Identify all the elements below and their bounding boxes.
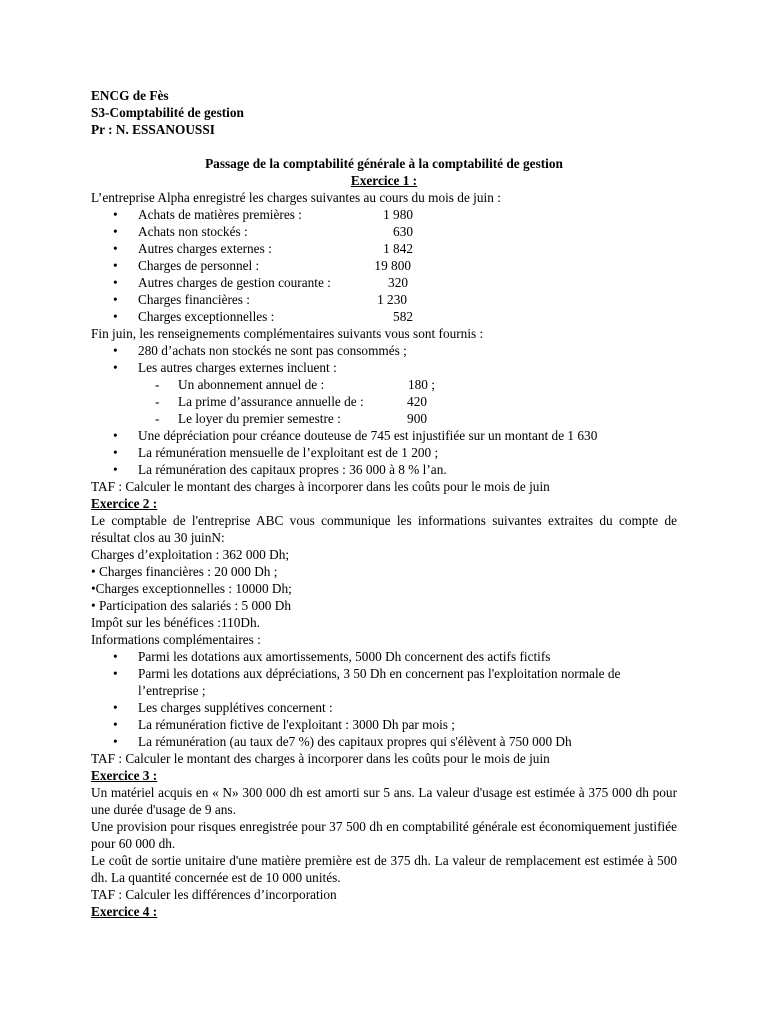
info-text: La rémunération fictive de l'exploitant : 3000 Dh par mois ; [138, 717, 456, 732]
charge-item [91, 240, 677, 257]
exercise-2-line: • Participation des salariés : 5 000 Dh [91, 598, 292, 613]
bullet-icon: • [113, 360, 118, 375]
dash-icon: - [155, 394, 160, 409]
exercise-2-intro: Le comptable de l'entreprise ABC vous communique les informations suivantes extraites du compte de résultat clos au 30 juinN: [91, 513, 677, 545]
info-text: Les charges supplétives concernent : [138, 700, 333, 715]
bullet-icon: • [113, 717, 118, 732]
charge-amount: 19 800 [374, 258, 411, 273]
exercise-1-intro: L’entreprise Alpha enregistré les charges suivantes au cours du mois de juin : [91, 190, 501, 205]
school-name: ENCG de Fès [91, 88, 169, 103]
bullet-icon: • [113, 666, 118, 681]
charge-amount: 1 842 [383, 241, 413, 256]
document-body [91, 155, 677, 920]
info-item [91, 359, 677, 376]
header-block [91, 87, 244, 138]
info-item [91, 733, 677, 750]
exercise-2-line: • Charges financières : 20 000 Dh ; [91, 564, 278, 579]
info-item [91, 342, 677, 359]
bullet-icon: • [113, 309, 118, 324]
bullet-icon: • [113, 275, 118, 290]
exercise-3-heading: Exercice 3 : [91, 768, 158, 783]
bullet-icon: • [113, 224, 118, 239]
exercise-1-sub-list [91, 376, 677, 427]
charge-amount: 630 [393, 224, 413, 239]
bullet-icon: • [113, 258, 118, 273]
info-text: La rémunération (au taux de7 %) des capitaux propres qui s'élèvent à 750 000 Dh [138, 734, 572, 749]
info-text: Parmi les dotations aux amortissements, 5000 Dh concernent des actifs fictifs [138, 649, 551, 664]
info-item [91, 665, 628, 699]
charge-item [91, 257, 677, 274]
info-text: Parmi les dotations aux dépréciations, 3 50 Dh en concernent pas l'exploitation normale de l’entreprise ; [138, 666, 621, 698]
sub-label: Un abonnement annuel de : [178, 377, 325, 392]
charge-label: Charges financières : [138, 292, 250, 307]
exercise-1-heading [91, 172, 677, 189]
charge-amount: 1 980 [383, 207, 413, 222]
bullet-icon: • [113, 292, 118, 307]
exercise-1-charges-list [91, 206, 677, 325]
charge-amount: 582 [393, 309, 413, 324]
exercise-2-heading: Exercice 2 : [91, 496, 158, 511]
exercise-1-info-list [91, 342, 677, 376]
exercise-3-paragraph: Un matériel acquis en « N» 300 000 dh est amorti sur 5 ans. La valeur d'usage est estimée à 375 000 dh pour une durée d'usage de 9 ans. [91, 785, 677, 817]
info-item [91, 648, 677, 665]
charge-amount: 320 [388, 275, 408, 290]
bullet-icon: • [113, 462, 118, 477]
bullet-icon: • [113, 734, 118, 749]
exercise-2-line: •Charges exceptionnelles : 10000 Dh; [91, 581, 292, 596]
exercise-2-taf: TAF : Calculer le montant des charges à incorporer dans les coûts pour le mois de juin [91, 751, 550, 766]
charge-label: Charges de personnel : [138, 258, 260, 273]
sub-amount: 900 [407, 411, 427, 426]
sub-item [91, 393, 677, 410]
dash-icon: - [155, 377, 160, 392]
exercise-1-taf: TAF : Calculer le montant des charges à incorporer dans les coûts pour le mois de juin [91, 479, 550, 494]
charge-item [91, 206, 677, 223]
info-item [91, 444, 677, 461]
charge-item [91, 291, 677, 308]
exercise-1-info-list-2 [91, 427, 677, 478]
sub-label: Le loyer du premier semestre : [178, 411, 341, 426]
charge-label: Charges exceptionnelles : [138, 309, 275, 324]
info-item [91, 716, 677, 733]
info-text: La rémunération des capitaux propres : 36 000 à 8 % l’an. [138, 462, 447, 477]
info-item [91, 427, 677, 444]
info-text: Une dépréciation pour créance douteuse de 745 est injustifiée sur un montant de 1 630 [138, 428, 598, 443]
exercise-2-line: Informations complémentaires : [91, 632, 261, 647]
exercise-4-heading: Exercice 4 : [91, 904, 158, 919]
info-text: Les autres charges externes incluent : [138, 360, 337, 375]
sub-amount: 180 ; [408, 377, 435, 392]
charge-label: Autres charges externes : [138, 241, 272, 256]
exercise-2-list [91, 648, 677, 750]
sub-amount: 420 [407, 394, 427, 409]
bullet-icon: • [113, 241, 118, 256]
exercise-2-line: Charges d’exploitation : 362 000 Dh; [91, 547, 290, 562]
bullet-icon: • [113, 343, 118, 358]
charge-label: Autres charges de gestion courante : [138, 275, 331, 290]
sub-label: La prime d’assurance annuelle de : [178, 394, 364, 409]
charge-item [91, 223, 677, 240]
document-title: Passage de la comptabilité générale à la comptabilité de gestion [205, 156, 563, 171]
exercise-2-line: Impôt sur les bénéfices :110Dh. [91, 615, 261, 630]
bullet-icon: • [113, 207, 118, 222]
professor-name: Pr : N. ESSANOUSSI [91, 122, 215, 137]
info-text: La rémunération mensuelle de l’exploitant est de 1 200 ; [138, 445, 439, 460]
info-text: 280 d’achats non stockés ne sont pas consommés ; [138, 343, 407, 358]
sub-item [91, 410, 677, 427]
exercise-3-taf: TAF : Calculer les différences d’incorporation [91, 887, 337, 902]
bullet-icon: • [113, 428, 118, 443]
exercise-3-paragraph: Une provision pour risques enregistrée pour 37 500 dh en comptabilité générale est économiquement justifiée pour 60 000 dh. [91, 819, 677, 851]
charge-label: Achats non stockés : [138, 224, 248, 239]
info-item [91, 699, 677, 716]
charge-label: Achats de matières premières : [138, 207, 302, 222]
dash-icon: - [155, 411, 160, 426]
exercise-1-info-intro: Fin juin, les renseignements complémentaires suivants vous sont fournis : [91, 326, 484, 341]
exercise-1-heading-text: Exercice 1 : [350, 173, 418, 188]
bullet-icon: • [113, 649, 118, 664]
info-item [91, 461, 677, 478]
course-name: S3-Comptabilité de gestion [91, 105, 244, 120]
charge-item [91, 308, 677, 325]
bullet-icon: • [113, 445, 118, 460]
sub-item [91, 376, 677, 393]
charge-item [91, 274, 677, 291]
bullet-icon: • [113, 700, 118, 715]
charge-amount: 1 230 [377, 292, 407, 307]
exercise-3-paragraph: Le coût de sortie unitaire d'une matière première est de 375 dh. La valeur de remplacement est estimée à 500 dh. La quantité concernée est de 10 000 unités. [91, 853, 677, 885]
